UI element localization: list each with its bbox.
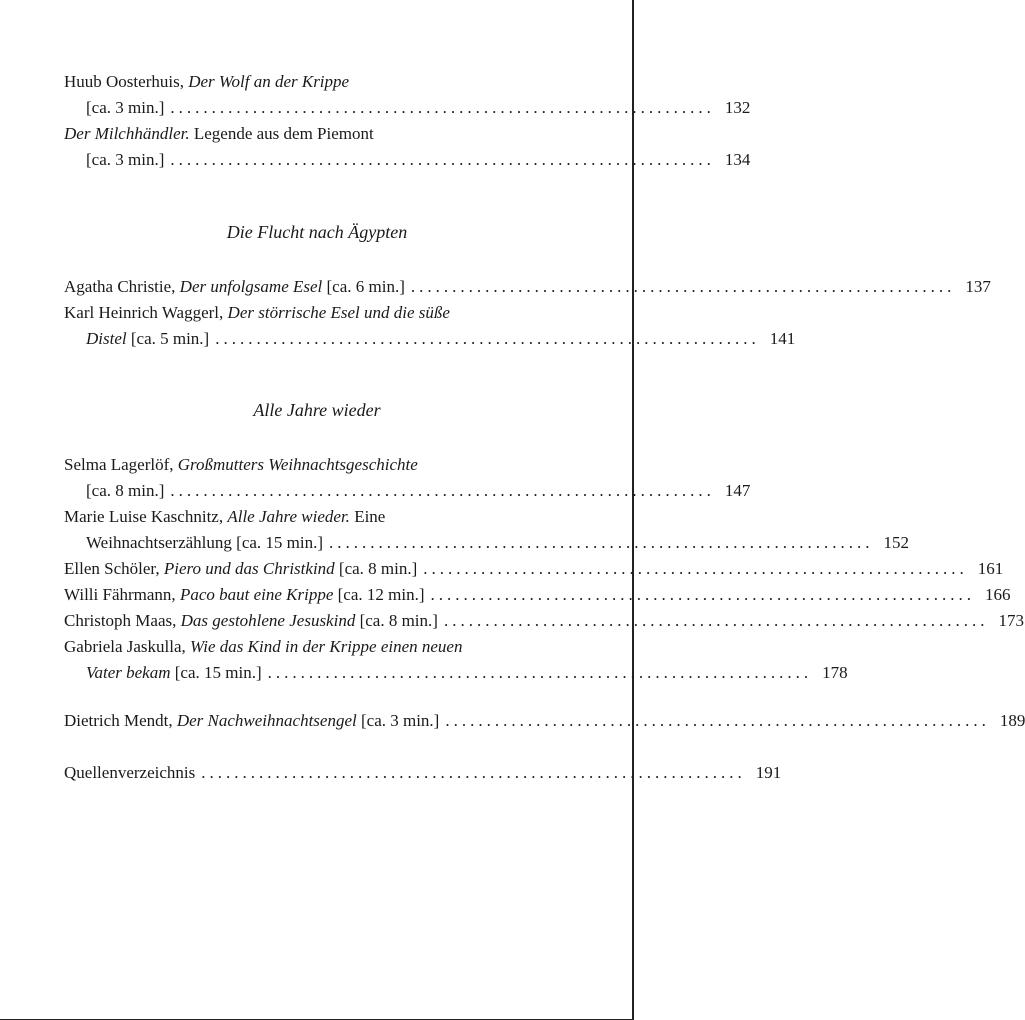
- toc-duration: [ca. 3 min.]: [86, 150, 165, 169]
- toc-title: Der Wolf an der Krippe: [188, 72, 350, 91]
- toc-page-number: 166: [985, 585, 1011, 604]
- toc-leader: ..................................................................: [170, 481, 715, 500]
- toc-page-number: 147: [724, 481, 751, 500]
- toc-page-number: 137: [965, 277, 991, 296]
- toc-title: Alle Jahre wieder.: [227, 507, 350, 526]
- toc-page-number: 189: [999, 711, 1025, 730]
- toc-entry-christie: [64, 274, 991, 300]
- toc-entry-milchhaendler: [64, 121, 374, 147]
- toc-text: Willi Fährmann, Paco baut eine Krippe [ca. 12 min.]: [64, 585, 425, 604]
- toc-entry-oosterhuis: [64, 69, 349, 95]
- toc-entry-mendt: [64, 708, 1025, 734]
- toc-leader: ..................................................................: [410, 277, 956, 296]
- toc-title: Großmutters Weihnachtsgeschichte: [177, 455, 418, 474]
- toc-page-number: 152: [883, 533, 910, 552]
- toc-subtitle: Eine: [349, 507, 386, 526]
- section-heading-jahre: Alle Jahre wieder: [253, 400, 381, 420]
- toc-leader: ..................................................................: [443, 611, 989, 630]
- toc-page-number: 141: [769, 329, 796, 348]
- toc-entry-milchhaendler-cont: [86, 147, 751, 173]
- toc-text: Christoph Maas, Das gestohlene Jesuskind [ca. 8 min.]: [64, 611, 438, 630]
- toc-subtitle: Legende aus dem Piemont: [189, 124, 374, 143]
- toc-page-number: 132: [724, 98, 751, 117]
- toc-entry-lagerloef-cont: [86, 478, 751, 504]
- toc-author: Marie Luise Kaschnitz,: [64, 507, 228, 526]
- toc-entry-waggerl: [64, 300, 450, 326]
- toc-author: Huub Oosterhuis,: [64, 72, 189, 91]
- toc-entry-maas: [64, 608, 1024, 634]
- toc-page-number: 191: [755, 763, 782, 782]
- toc-entry-sources: [64, 760, 782, 786]
- toc-page-number: 178: [822, 663, 848, 682]
- toc-text: Quellenverzeichnis: [64, 763, 196, 782]
- toc-author: Karl Heinrich Waggerl,: [64, 303, 228, 322]
- section-heading-flucht: Die Flucht nach Ägypten: [226, 222, 408, 242]
- toc-leader: ..................................................................: [430, 585, 975, 604]
- toc-author: Gabriela Jaskulla,: [64, 637, 191, 656]
- toc-entry-oosterhuis-cont: [86, 95, 751, 121]
- toc-text: Ellen Schöler, Piero und das Christkind [ca. 8 min.]: [64, 559, 418, 578]
- toc-page-number: 173: [998, 611, 1024, 630]
- toc-duration: [ca. 3 min.]: [86, 98, 165, 117]
- toc-text: Vater bekam [ca. 15 min.]: [86, 663, 262, 682]
- toc-entry-schoeler: [64, 556, 1004, 582]
- toc-leader: ..................................................................: [215, 329, 760, 348]
- toc-entry-faehrmann: [64, 582, 1011, 608]
- toc-leader: ..................................................................: [445, 711, 990, 730]
- toc-entry-lagerloef: [64, 452, 418, 478]
- toc-entry-kaschnitz: [64, 504, 385, 530]
- toc-leader: ..................................................................: [423, 559, 968, 578]
- toc-page-number: 161: [977, 559, 1004, 578]
- toc-leader: ..................................................................: [267, 663, 813, 682]
- toc-entry-jaskulla: [64, 634, 462, 660]
- toc-leader: ..................................................................: [201, 763, 746, 782]
- toc-title: Der störrische Esel und die süße: [227, 303, 450, 322]
- toc-duration: Weihnachtserzählung [ca. 15 min.]: [86, 533, 324, 552]
- toc-text: Distel [ca. 5 min.]: [86, 329, 210, 348]
- toc-text: Agatha Christie, Der unfolgsame Esel [ca. 6 min.]: [64, 277, 405, 296]
- toc-entry-waggerl-cont: [86, 326, 796, 352]
- toc-title: Der Milchhändler.: [64, 124, 190, 143]
- toc-page-number: 134: [724, 150, 751, 169]
- toc-entry-kaschnitz-cont: [86, 530, 910, 556]
- toc-leader: ..................................................................: [170, 98, 715, 117]
- toc-title: Wie das Kind in der Krippe einen neuen: [190, 637, 463, 656]
- toc-text: Dietrich Mendt, Der Nachweihnachtsengel [ca. 3 min.]: [64, 711, 440, 730]
- toc-leader: ..................................................................: [170, 150, 715, 169]
- toc-entry-jaskulla-cont: [86, 660, 848, 686]
- toc-author: Selma Lagerlöf,: [64, 455, 178, 474]
- toc-leader: ..................................................................: [329, 533, 874, 552]
- toc-duration: [ca. 8 min.]: [86, 481, 165, 500]
